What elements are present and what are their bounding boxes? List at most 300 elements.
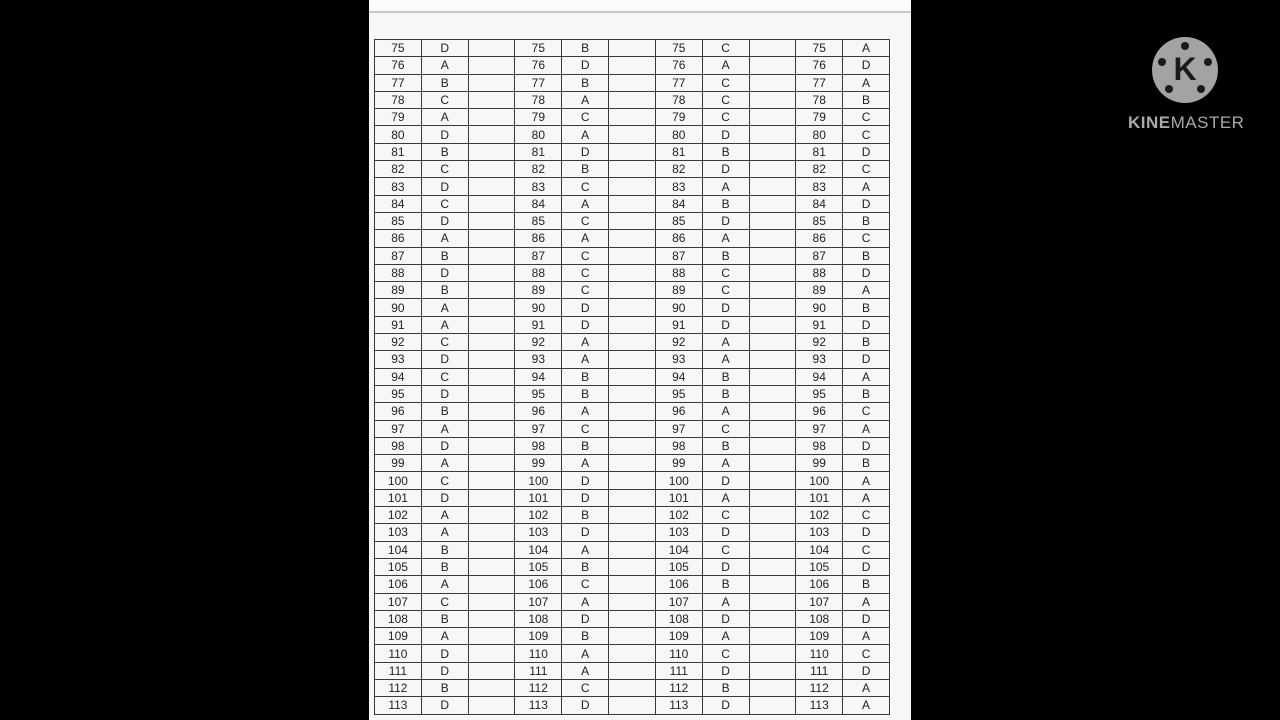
blank-cell	[749, 282, 796, 299]
question-number-cell: 98	[515, 437, 562, 454]
blank-cell	[609, 610, 656, 627]
question-number-cell: 77	[375, 74, 422, 91]
blank-cell	[609, 109, 656, 126]
question-number-cell: 97	[796, 420, 843, 437]
blank-cell	[609, 558, 656, 575]
table-row	[375, 74, 890, 91]
table-row	[375, 247, 890, 264]
answer-cell: D	[843, 437, 890, 454]
blank-cell	[609, 576, 656, 593]
answer-cell: D	[702, 161, 749, 178]
table-row	[375, 282, 890, 299]
table-row	[375, 628, 890, 645]
blank-cell	[749, 264, 796, 281]
kinemaster-watermark	[1128, 37, 1245, 133]
answer-cell: B	[702, 437, 749, 454]
table-row	[375, 558, 890, 575]
answer-cell: D	[562, 57, 609, 74]
blank-cell	[749, 437, 796, 454]
answer-cell: C	[421, 593, 468, 610]
question-number-cell: 82	[655, 161, 702, 178]
question-number-cell: 77	[796, 74, 843, 91]
table-row	[375, 126, 890, 143]
answer-cell: B	[421, 541, 468, 558]
table-row	[375, 264, 890, 281]
answer-cell: A	[421, 109, 468, 126]
answer-cell: D	[843, 316, 890, 333]
question-number-cell: 75	[796, 40, 843, 57]
question-number-cell: 109	[655, 628, 702, 645]
answer-cell: C	[562, 109, 609, 126]
table-row	[375, 91, 890, 108]
blank-cell	[609, 455, 656, 472]
blank-cell	[609, 316, 656, 333]
blank-cell	[609, 385, 656, 402]
answer-cell: D	[421, 645, 468, 662]
answer-cell: A	[421, 316, 468, 333]
blank-cell	[468, 212, 515, 229]
blank-cell	[609, 541, 656, 558]
table-row	[375, 455, 890, 472]
blank-cell	[468, 697, 515, 714]
question-number-cell: 95	[655, 385, 702, 402]
question-number-cell: 92	[796, 334, 843, 351]
table-row	[375, 645, 890, 662]
answer-cell: D	[702, 316, 749, 333]
answer-cell: A	[421, 628, 468, 645]
blank-cell	[468, 610, 515, 627]
question-number-cell: 108	[655, 610, 702, 627]
answer-cell: C	[702, 264, 749, 281]
answer-cell: A	[702, 178, 749, 195]
question-number-cell: 107	[655, 593, 702, 610]
answer-cell: B	[843, 455, 890, 472]
question-number-cell: 105	[796, 558, 843, 575]
table-row	[375, 109, 890, 126]
question-number-cell: 75	[375, 40, 422, 57]
table-row	[375, 143, 890, 160]
blank-cell	[749, 472, 796, 489]
question-number-cell: 92	[655, 334, 702, 351]
question-number-cell: 86	[655, 230, 702, 247]
answer-cell: D	[562, 143, 609, 160]
answer-cell: B	[702, 368, 749, 385]
blank-cell	[468, 351, 515, 368]
table-row	[375, 541, 890, 558]
answer-cell: A	[702, 351, 749, 368]
question-number-cell: 94	[515, 368, 562, 385]
blank-cell	[749, 662, 796, 679]
answer-cell: D	[843, 264, 890, 281]
blank-cell	[468, 576, 515, 593]
answer-cell: A	[562, 662, 609, 679]
question-number-cell: 112	[515, 679, 562, 696]
blank-cell	[609, 334, 656, 351]
question-number-cell: 101	[515, 489, 562, 506]
blank-cell	[609, 697, 656, 714]
blank-cell	[609, 403, 656, 420]
question-number-cell: 87	[796, 247, 843, 264]
blank-cell	[468, 299, 515, 316]
answer-cell: B	[562, 368, 609, 385]
question-number-cell: 106	[655, 576, 702, 593]
question-number-cell: 104	[796, 541, 843, 558]
answer-cell: D	[843, 57, 890, 74]
question-number-cell: 102	[655, 507, 702, 524]
answer-cell: D	[843, 610, 890, 627]
table-row	[375, 40, 890, 57]
question-number-cell: 85	[375, 212, 422, 229]
question-number-cell: 113	[515, 697, 562, 714]
scanned-answer-sheet	[369, 0, 911, 720]
blank-cell	[749, 334, 796, 351]
question-number-cell: 90	[375, 299, 422, 316]
answer-cell: C	[843, 161, 890, 178]
answer-cell: C	[562, 264, 609, 281]
question-number-cell: 90	[515, 299, 562, 316]
blank-cell	[609, 437, 656, 454]
blank-cell	[609, 472, 656, 489]
answer-cell: B	[702, 247, 749, 264]
answer-cell: A	[702, 628, 749, 645]
question-number-cell: 76	[375, 57, 422, 74]
question-number-cell: 85	[655, 212, 702, 229]
question-number-cell: 100	[375, 472, 422, 489]
blank-cell	[468, 645, 515, 662]
blank-cell	[609, 212, 656, 229]
blank-cell	[468, 143, 515, 160]
blank-cell	[609, 299, 656, 316]
blank-cell	[468, 74, 515, 91]
question-number-cell: 110	[375, 645, 422, 662]
blank-cell	[468, 264, 515, 281]
question-number-cell: 102	[375, 507, 422, 524]
answer-cell: D	[421, 40, 468, 57]
question-number-cell: 97	[375, 420, 422, 437]
answer-cell: A	[421, 299, 468, 316]
answer-cell: C	[702, 507, 749, 524]
question-number-cell: 111	[796, 662, 843, 679]
answer-cell: B	[421, 143, 468, 160]
question-number-cell: 88	[655, 264, 702, 281]
blank-cell	[609, 247, 656, 264]
question-number-cell: 113	[655, 697, 702, 714]
blank-cell	[749, 178, 796, 195]
answer-cell: D	[562, 610, 609, 627]
blank-cell	[749, 610, 796, 627]
blank-cell	[468, 368, 515, 385]
question-number-cell: 82	[796, 161, 843, 178]
answer-cell: A	[702, 455, 749, 472]
blank-cell	[609, 230, 656, 247]
question-number-cell: 85	[515, 212, 562, 229]
question-number-cell: 78	[796, 91, 843, 108]
answer-cell: A	[562, 195, 609, 212]
question-number-cell: 80	[515, 126, 562, 143]
question-number-cell: 106	[796, 576, 843, 593]
table-row	[375, 403, 890, 420]
table-row	[375, 610, 890, 627]
question-number-cell: 80	[655, 126, 702, 143]
answer-cell: C	[843, 109, 890, 126]
brand-bold: KINE	[1128, 113, 1171, 132]
answer-cell: D	[421, 489, 468, 506]
blank-cell	[468, 195, 515, 212]
blank-cell	[468, 230, 515, 247]
brand-light: MASTER	[1170, 113, 1245, 132]
blank-cell	[468, 282, 515, 299]
blank-cell	[749, 161, 796, 178]
blank-cell	[749, 40, 796, 57]
blank-cell	[609, 628, 656, 645]
answer-cell: C	[843, 507, 890, 524]
page-fold-line	[369, 11, 911, 13]
question-number-cell: 93	[515, 351, 562, 368]
answer-cell: D	[843, 143, 890, 160]
answer-cell: A	[562, 541, 609, 558]
blank-cell	[468, 541, 515, 558]
question-number-cell: 108	[796, 610, 843, 627]
question-number-cell: 96	[515, 403, 562, 420]
question-number-cell: 110	[515, 645, 562, 662]
blank-cell	[609, 282, 656, 299]
question-number-cell: 91	[515, 316, 562, 333]
question-number-cell: 82	[375, 161, 422, 178]
question-number-cell: 91	[796, 316, 843, 333]
answer-cell: B	[843, 576, 890, 593]
answer-cell: A	[843, 472, 890, 489]
answer-cell: B	[843, 385, 890, 402]
blank-cell	[609, 593, 656, 610]
question-number-cell: 89	[655, 282, 702, 299]
blank-cell	[749, 195, 796, 212]
blank-cell	[468, 109, 515, 126]
answer-cell: A	[562, 230, 609, 247]
table-row	[375, 437, 890, 454]
answer-cell: D	[421, 662, 468, 679]
question-number-cell: 95	[375, 385, 422, 402]
answer-cell: A	[843, 628, 890, 645]
answer-cell: C	[421, 334, 468, 351]
table-row	[375, 420, 890, 437]
question-number-cell: 81	[655, 143, 702, 160]
question-number-cell: 75	[515, 40, 562, 57]
answer-cell: D	[843, 351, 890, 368]
table-row	[375, 316, 890, 333]
answer-cell: B	[562, 437, 609, 454]
question-number-cell: 91	[375, 316, 422, 333]
answer-cell: B	[421, 282, 468, 299]
blank-cell	[749, 385, 796, 402]
blank-cell	[749, 645, 796, 662]
answer-cell: A	[843, 282, 890, 299]
blank-cell	[468, 126, 515, 143]
answer-cell: C	[702, 420, 749, 437]
answer-cell: D	[562, 489, 609, 506]
blank-cell	[609, 507, 656, 524]
question-number-cell: 82	[515, 161, 562, 178]
question-number-cell: 77	[655, 74, 702, 91]
blank-cell	[749, 351, 796, 368]
answer-cell: A	[843, 40, 890, 57]
blank-cell	[749, 679, 796, 696]
answer-cell: D	[702, 472, 749, 489]
answer-cell: A	[421, 57, 468, 74]
answer-cell: A	[562, 403, 609, 420]
blank-cell	[749, 420, 796, 437]
table-row	[375, 334, 890, 351]
table-row	[375, 57, 890, 74]
answer-cell: A	[843, 593, 890, 610]
question-number-cell: 87	[655, 247, 702, 264]
table-row	[375, 212, 890, 229]
question-number-cell: 84	[655, 195, 702, 212]
answer-cell: C	[843, 230, 890, 247]
table-row	[375, 576, 890, 593]
question-number-cell: 104	[375, 541, 422, 558]
question-number-cell: 98	[375, 437, 422, 454]
question-number-cell: 86	[796, 230, 843, 247]
blank-cell	[468, 316, 515, 333]
table-row	[375, 679, 890, 696]
blank-cell	[749, 109, 796, 126]
answer-cell: A	[562, 91, 609, 108]
answer-cell: B	[421, 247, 468, 264]
question-number-cell: 110	[796, 645, 843, 662]
table-row	[375, 507, 890, 524]
blank-cell	[468, 524, 515, 541]
answer-cell: B	[562, 507, 609, 524]
answer-cell: A	[843, 679, 890, 696]
blank-cell	[749, 230, 796, 247]
question-number-cell: 78	[375, 91, 422, 108]
blank-cell	[749, 489, 796, 506]
table-row	[375, 524, 890, 541]
blank-cell	[749, 455, 796, 472]
answer-cell: A	[843, 420, 890, 437]
blank-cell	[749, 212, 796, 229]
question-number-cell: 86	[375, 230, 422, 247]
question-number-cell: 89	[375, 282, 422, 299]
page-top-margin	[369, 0, 911, 11]
answer-cell: B	[562, 161, 609, 178]
answer-cell: C	[562, 247, 609, 264]
question-number-cell: 87	[515, 247, 562, 264]
answer-cell: B	[421, 403, 468, 420]
blank-cell	[468, 507, 515, 524]
question-number-cell: 111	[515, 662, 562, 679]
blank-cell	[609, 161, 656, 178]
question-number-cell: 104	[515, 541, 562, 558]
blank-cell	[749, 507, 796, 524]
blank-cell	[468, 385, 515, 402]
answer-cell: D	[421, 385, 468, 402]
answer-cell: A	[843, 697, 890, 714]
brand-name	[1128, 113, 1245, 133]
answer-cell: B	[843, 334, 890, 351]
question-number-cell: 84	[515, 195, 562, 212]
question-number-cell: 95	[796, 385, 843, 402]
answer-cell: B	[562, 385, 609, 402]
answer-cell: C	[702, 282, 749, 299]
question-number-cell: 81	[375, 143, 422, 160]
answer-cell: D	[702, 558, 749, 575]
question-number-cell: 98	[796, 437, 843, 454]
blank-cell	[468, 437, 515, 454]
question-number-cell: 99	[375, 455, 422, 472]
question-number-cell: 100	[796, 472, 843, 489]
question-number-cell: 76	[515, 57, 562, 74]
question-number-cell: 86	[515, 230, 562, 247]
question-number-cell: 94	[655, 368, 702, 385]
table-row	[375, 385, 890, 402]
answer-cell: D	[843, 558, 890, 575]
blank-cell	[468, 334, 515, 351]
blank-cell	[609, 662, 656, 679]
question-number-cell: 94	[796, 368, 843, 385]
question-number-cell: 85	[796, 212, 843, 229]
answer-cell: B	[421, 610, 468, 627]
question-number-cell: 79	[375, 109, 422, 126]
question-number-cell: 103	[796, 524, 843, 541]
answer-cell: A	[562, 593, 609, 610]
question-number-cell: 81	[796, 143, 843, 160]
blank-cell	[609, 420, 656, 437]
answer-cell: B	[702, 679, 749, 696]
blank-cell	[749, 628, 796, 645]
blank-cell	[468, 472, 515, 489]
question-number-cell: 94	[375, 368, 422, 385]
blank-cell	[749, 403, 796, 420]
answer-cell: B	[562, 40, 609, 57]
question-number-cell: 91	[655, 316, 702, 333]
answer-cell: D	[421, 351, 468, 368]
blank-cell	[609, 264, 656, 281]
blank-cell	[749, 558, 796, 575]
kinemaster-logo-icon	[1152, 37, 1218, 103]
answer-cell: C	[421, 91, 468, 108]
question-number-cell: 96	[375, 403, 422, 420]
blank-cell	[468, 161, 515, 178]
answer-cell: C	[702, 645, 749, 662]
answer-cell: D	[702, 212, 749, 229]
question-number-cell: 76	[655, 57, 702, 74]
answer-cell: B	[702, 385, 749, 402]
answer-cell: A	[562, 351, 609, 368]
question-number-cell: 105	[655, 558, 702, 575]
answer-cell: C	[562, 282, 609, 299]
blank-cell	[749, 368, 796, 385]
answer-cell: D	[562, 472, 609, 489]
answer-cell: C	[562, 178, 609, 195]
answer-cell: B	[421, 74, 468, 91]
table-row	[375, 351, 890, 368]
logo-letter: K	[1173, 51, 1197, 87]
answer-cell: D	[702, 299, 749, 316]
answer-cell: A	[421, 576, 468, 593]
answer-cell: D	[421, 212, 468, 229]
answer-cell: B	[562, 74, 609, 91]
question-number-cell: 100	[655, 472, 702, 489]
blank-cell	[609, 74, 656, 91]
question-number-cell: 77	[515, 74, 562, 91]
answer-cell: D	[843, 195, 890, 212]
question-number-cell: 104	[655, 541, 702, 558]
question-number-cell: 97	[655, 420, 702, 437]
question-number-cell: 112	[655, 679, 702, 696]
blank-cell	[468, 40, 515, 57]
table-row	[375, 195, 890, 212]
